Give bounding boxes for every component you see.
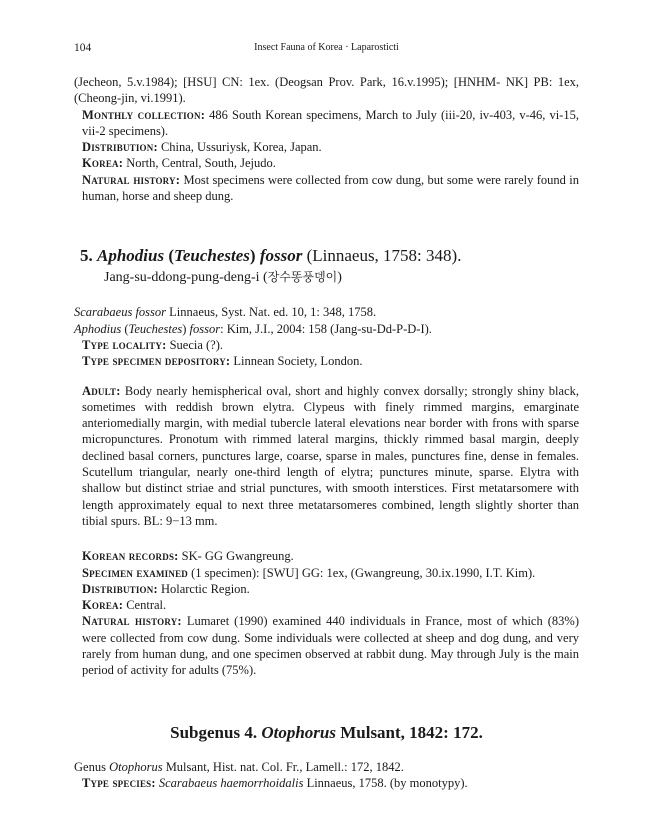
specimen-examined: Specimen examined (1 specimen): [SWU] GG: 1ex, (Gwangreung, 30.ix.1990, I.T. Kim). <box>82 565 536 580</box>
subgenus-name: Otophorus <box>261 722 336 742</box>
distribution <box>74 139 579 155</box>
natural-history-text: Most specimens were collected from cow dung, but some were rarely found in human, horse and sheep dung. <box>82 172 579 204</box>
synonymy <box>74 304 579 369</box>
distribution-label: Distribution: <box>82 140 158 155</box>
monthly-collection-text: 486 South Korean specimens, March to July (iii-20, iv-403, v-46, vi-15, vii-2 specimens). <box>82 107 579 138</box>
specimen-records-continued: (Jecheon, 5.v.1984); [HSU] CN: 1ex. (Deogsan Prov. Park, 16.v.1995); [HNHM- NK] PB: 1ex, (Cheong-jin, vi.1991). <box>74 75 579 106</box>
type-locality: Type locality: Suecia (?). <box>82 337 224 352</box>
type-depository: Type specimen depository: Linnean Society, London. <box>82 354 363 369</box>
subgenus-heading: Subgenus 4. Otophorus Mulsant, 1842: 172. <box>170 722 483 742</box>
genus-citation: Genus Otophorus Mulsant, Hist. nat. Col. Fr., Lamell.: 172, 1842. <box>74 759 404 774</box>
monthly-collection <box>74 107 579 140</box>
species-distribution: Distribution: Holarctic Region. <box>82 581 250 596</box>
species-records <box>74 548 579 678</box>
running-header <box>74 42 579 58</box>
species-subgenus: (Teuchestes) <box>168 246 256 266</box>
adult-description: Adult: Body nearly hemispherical oval, short and highly convex dorsally; strongly shiny black, sometimes with reddish brown elytra. Clypeus with finely rimmed margins, emarginate anteriomedially margin, with medial tubercle lateral elevations near border with frons with sparse micropunctures. Pronotum with rimmed lateral margins, thickly rimmed basal margin, deeply declined basal corners, punctures large, coarse, sparse in males, punctures fine, dense in females. Scutellum triangular, nearly one-third length of elytra; punctures minute, sparse. Elytra with shallow but distinct striae and strial punctures, with smooth interstices. First metatarsomere with length approximately equal to next three metatarsomeres combined, length slightly shorter than tibial spurs. BL: 9−13 mm. <box>82 383 579 528</box>
korea <box>74 155 579 171</box>
species-number: 5. <box>80 246 93 266</box>
previous-species-continuation <box>74 74 579 204</box>
species-epithet: fossor <box>259 246 303 266</box>
type-species: Type species: Scarabaeus haemorrhoidalis Linnaeus, 1758. (by monotypy). <box>82 775 468 790</box>
vernacular-name: Jang-su-ddong-pung-deng-i (장수똥풍뎅이) <box>104 270 342 286</box>
synonym-2: Aphodius (Teuchestes) fossor: Kim, J.I., 2004: 158 (Jang-su-Dd-P-D-I). <box>74 321 432 336</box>
monthly-collection-label: Monthly collection: <box>82 107 206 122</box>
korea-label: Korea: <box>82 156 124 171</box>
page <box>74 42 579 791</box>
natural-history <box>74 172 579 205</box>
korean-records: Korean records: SK- GG Gwangreung. <box>82 549 294 564</box>
species-genus: Aphodius <box>97 246 165 266</box>
subgenus-details <box>74 759 579 792</box>
vernacular-korean: 장수똥풍뎅이 <box>267 270 338 285</box>
species-subgenus-name: Teuchestes <box>174 246 250 266</box>
running-title: Insect Fauna of Korea · Laparosticti <box>254 42 399 53</box>
distribution-text: China, Ussuriysk, Korea, Japan. <box>157 140 322 155</box>
species-author: (Linnaeus, 1758: 348). <box>302 246 462 266</box>
species-heading <box>74 246 579 266</box>
synonym-1: Scarabaeus fossor Linnaeus, Syst. Nat. ed. 10, 1: 348, 1758. <box>74 305 377 320</box>
page-number: 104 <box>74 42 92 54</box>
species-korea: Korea: Central. <box>82 598 167 613</box>
species-natural-history: Natural history: Lumaret (1990) examined 440 individuals in France, most of which (83%) were collected from cow dung. Some individuals were collected at sheep and dog dung, and very rarely from human dung, and one specimen observed at rabbit dung. May through July is the main period of activity for adults (75%). <box>82 614 579 678</box>
natural-history-label: Natural history: <box>82 172 181 187</box>
korea-text: North, Central, South, Jejudo. <box>123 156 276 171</box>
vernacular-romanized: Jang-su-ddong-pung-deng-i <box>104 270 260 286</box>
